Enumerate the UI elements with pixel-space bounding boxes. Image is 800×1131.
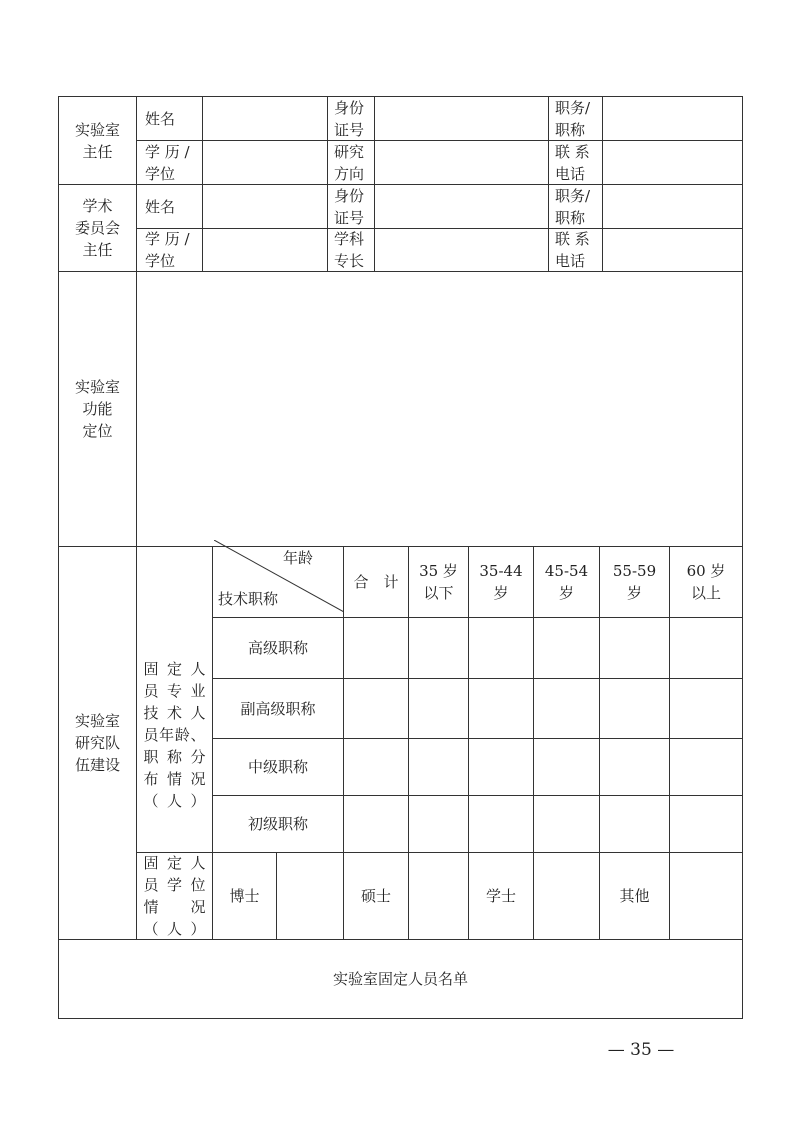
committee-specialty-field[interactable] [375,229,548,271]
director-post-field[interactable] [603,97,742,140]
committee-phone-field[interactable] [603,229,742,271]
director-name-label: 姓名 [145,109,176,128]
team-title: 实验室 研究队 伍建设 [74,712,120,774]
degree-other-label: 其他 [619,887,650,905]
committee-degree-field[interactable] [203,229,327,271]
director-phone-field[interactable] [603,141,742,184]
rank-associate-senior: 副高级职称 [240,699,316,718]
director-phone-label: 联 系 电话 [555,142,590,183]
age-header-under-35: 35 岁 以下 [419,562,458,602]
committee-name-field[interactable] [203,185,327,228]
director-name-field[interactable] [203,97,327,140]
director-id-label: 身份 证号 [334,98,365,139]
corner-age-label: 年龄 [282,549,313,567]
age-header-45-54: 45-54 岁 [544,562,589,602]
age-header-over-60: 60 岁 以上 [686,562,726,602]
age-header-55-59: 55-59 岁 [612,562,657,602]
age-header-35-44: 35-44 岁 [479,562,523,602]
director-direction-field[interactable] [375,141,548,184]
director-id-field[interactable] [375,97,548,140]
committee-phone-label: 联 系 电话 [555,230,590,270]
committee-id-field[interactable] [375,185,548,228]
director-degree-field[interactable] [203,141,327,184]
director-post-label: 职务/ 职称 [555,98,591,139]
age-header-total: 合 计 [353,573,399,591]
rank-senior: 高级职称 [247,639,308,657]
committee-post-label: 职务/ 职称 [555,186,591,227]
director-title: 实验室 主任 [74,120,120,161]
director-degree-label: 学 历 / 学位 [145,142,190,183]
rank-intermediate: 中级职称 [247,758,308,776]
committee-degree-label: 学 历 / 学位 [145,230,190,270]
committee-name-label: 姓名 [145,197,176,216]
degree-doctor-label: 博士 [229,887,260,905]
committee-post-field[interactable] [603,185,742,228]
degree-section-label: 固 定 人 员 学 位 情 况 （人） [143,854,206,938]
age-section-label: 固 定 人 员 专 业 技 术 人 员年龄、 职 称 分 布 情 况 （人） [143,660,206,810]
degree-bachelor-label: 学士 [485,887,516,905]
committee-id-label: 身份 证号 [334,186,365,227]
committee-title: 学术 委员会 主任 [74,197,120,259]
corner-rank-label: 技术职称 [218,590,279,608]
function-text-area[interactable] [137,272,742,546]
committee-specialty-label: 学科 专长 [334,230,365,270]
rank-junior: 初级职称 [247,815,308,833]
function-title: 实验室 功能 定位 [74,378,120,440]
degree-master-label: 硕士 [360,887,391,905]
roster-label: 实验室固定人员名单 [332,970,468,988]
director-direction-label: 研究 方向 [334,142,365,183]
page-number: — 35 — [607,1040,675,1060]
